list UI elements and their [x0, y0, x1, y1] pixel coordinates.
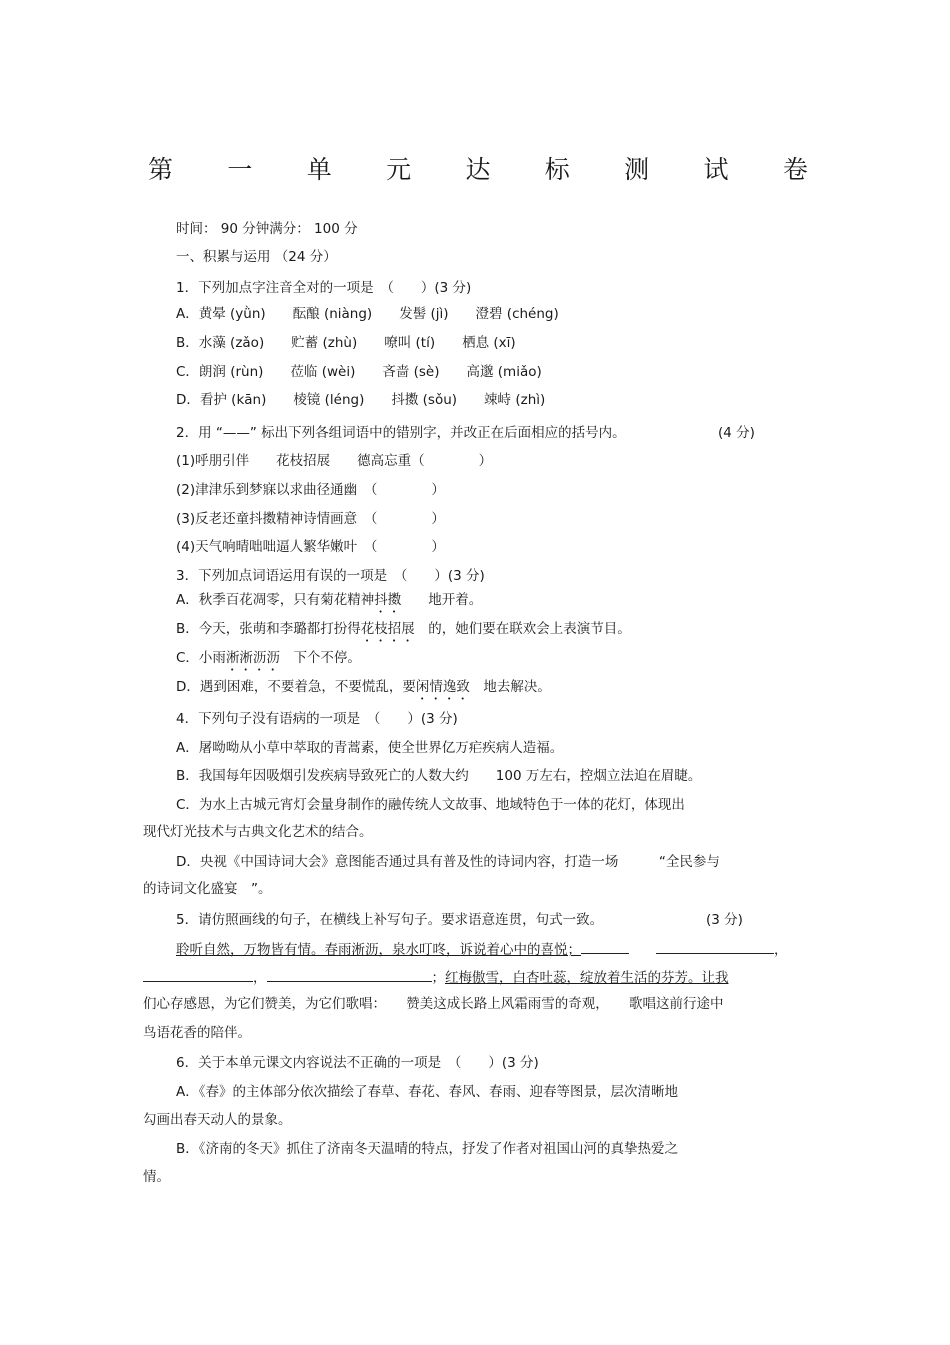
q5-line4: 鸟语花香的陪伴。 — [143, 1025, 251, 1041]
title-char: 元 — [386, 155, 412, 184]
title-char: 达 — [465, 155, 491, 184]
q3-b-pre: B．今天，张萌和李璐都打扮得 — [176, 621, 361, 637]
q4-option-b: B．我国每年因吸烟引发疾病导致死亡的人数大约 100 万左右，控烟立法迫在眉睫。 — [176, 768, 702, 784]
title-char: 标 — [544, 155, 570, 184]
title-char: 试 — [703, 155, 729, 184]
q2-item: (3)反老还童抖擞精神诗情画意 （ ） — [176, 511, 445, 527]
title-char: 一 — [227, 155, 253, 184]
q6-stem: 6．关于本单元课文内容说法不正确的一项是 （ ）(3 分) — [176, 1055, 539, 1071]
q1-option-b: B．水藻 (zǎo) 贮蓄 (zhù) 嘹叫 (tí) 栖息 (xī) — [176, 335, 516, 351]
q4-option-c-line1: C．为水上古城元宵灯会量身制作的融传统人文故事、地域特色于一体的花灯，体现出 — [176, 797, 685, 813]
q3-a-post: 地开着。 — [428, 592, 483, 608]
q5-line3: 们心存感恩，为它们赞美，为它们歌唱： 赞美这成长路上风霜雨雪的奇观， 歌唱这前行途中 — [143, 996, 724, 1012]
q3-option-c — [176, 649, 361, 674]
q3-a-dotted: 抖擞 — [374, 592, 402, 608]
page-title — [148, 150, 808, 186]
exam-meta: 时间： 90 分钟满分： 100 分 — [176, 221, 358, 237]
q6-option-b-line1: B．《济南的冬天》抓住了济南冬天温晴的特点，抒发了作者对祖国山河的真挚热爱之 — [176, 1141, 679, 1157]
q3-b-post: 的，她们要在联欢会上表演节目。 — [428, 621, 631, 637]
title-char: 卷 — [782, 155, 808, 184]
q3-c-pre: C．小雨 — [176, 650, 226, 666]
q2-item: (4)天气响晴咄咄逼人繁华嫩叶 （ ） — [176, 539, 445, 555]
q3-d-post: 地去解决。 — [483, 679, 551, 695]
q3-d-pre: D．遇到困难，不要着急，不要慌乱，要 — [176, 679, 416, 695]
q1-option-a: A．黄晕 (yǜn) 酝酿 (niàng) 发髻 (jì) 澄碧 (chéng) — [176, 306, 559, 322]
q1-option-d: D．看护 (kān) 棱镜 (léng) 抖擞 (sǒu) 竦峙 (zhì) — [176, 392, 546, 408]
q1-option-c: C．朗润 (rùn) 莅临 (wèi) 吝啬 (sè) 高邈 (miǎo) — [176, 364, 542, 380]
q3-d-dotted: 闲情逸致 — [415, 679, 470, 695]
q5-line2-tail: 让我 — [701, 970, 729, 986]
q5-line1: 聆听自然，万物皆有情。春雨淅沥，泉水叮咚，诉说着心中的喜悦； ， — [176, 942, 788, 958]
q5-score: (3 分) — [706, 912, 743, 928]
q3-option-d — [176, 678, 551, 703]
q5-underlined-model: 红梅傲雪，白杏吐蕊，绽放着生活的芬芳。 — [445, 970, 702, 986]
q3-c-post: 下个不停。 — [293, 650, 361, 666]
q2-stem: 2．用 “——” 标出下列各组词语中的错别字，并改正在后面相应的括号内。 — [176, 425, 626, 441]
answer-blank[interactable] — [143, 968, 253, 982]
q1-stem: 1．下列加点字注音全对的一项是 （ ）(3 分) — [176, 280, 472, 296]
q3-b-dotted: 花枝招展 — [360, 621, 415, 637]
q5-line2: ， ；红梅傲雪，白杏吐蕊，绽放着生活的芬芳。让我 — [143, 968, 729, 987]
q4-option-d-line2: 的诗词文化盛宴 ”。 — [143, 881, 272, 897]
q4-option-a: A．屠呦呦从小草中萃取的青蒿素，使全世界亿万疟疾病人造福。 — [176, 740, 564, 756]
answer-blank[interactable] — [267, 968, 432, 982]
q3-stem: 3．下列加点词语运用有误的一项是 （ ）(3 分) — [176, 568, 485, 584]
q4-option-c-line2: 现代灯光技术与古典文化艺术的结合。 — [143, 824, 373, 840]
q4-stem: 4．下列句子没有语病的一项是 （ ）(3 分) — [176, 711, 458, 727]
q3-c-dotted: 淅淅沥沥 — [225, 650, 280, 666]
q2-item: (1)呼朋引伴 花枝招展 德高忘重（ ） — [176, 453, 493, 469]
title-char: 单 — [306, 155, 332, 184]
title-char: 测 — [624, 155, 650, 184]
q5-stem: 5．请仿照画线的句子，在横线上补写句子。要求语意连贯，句式一致。 — [176, 912, 604, 928]
answer-blank[interactable] — [581, 940, 629, 954]
q6-option-b-line2: 情。 — [143, 1169, 170, 1185]
answer-blank[interactable] — [656, 940, 774, 954]
title-char: 第 — [148, 155, 174, 184]
q4-option-d-line1: D．央视《中国诗词大会》意图能否通过具有普及性的诗词内容，打造一场 “全民参与 — [176, 854, 720, 870]
q3-option-b — [176, 620, 631, 645]
q3-option-a — [176, 591, 482, 616]
q2-item: (2)津津乐到梦寐以求曲径通幽 （ ） — [176, 482, 445, 498]
q5-underlined-model: 聆听自然，万物皆有情。春雨淅沥，泉水叮咚，诉说着心中的喜悦； — [176, 942, 581, 958]
section-heading: 一、积累与运用 （24 分） — [176, 249, 337, 265]
q3-a-pre: A．秋季百花凋零，只有菊花精神 — [176, 592, 375, 608]
q6-option-a-line2: 勾画出春天动人的景象。 — [143, 1112, 292, 1128]
q2-score: (4 分) — [718, 425, 755, 441]
q6-option-a-line1: A．《春》的主体部分依次描绘了春草、春花、春风、春雨、迎春等图景，层次清晰地 — [176, 1084, 678, 1100]
